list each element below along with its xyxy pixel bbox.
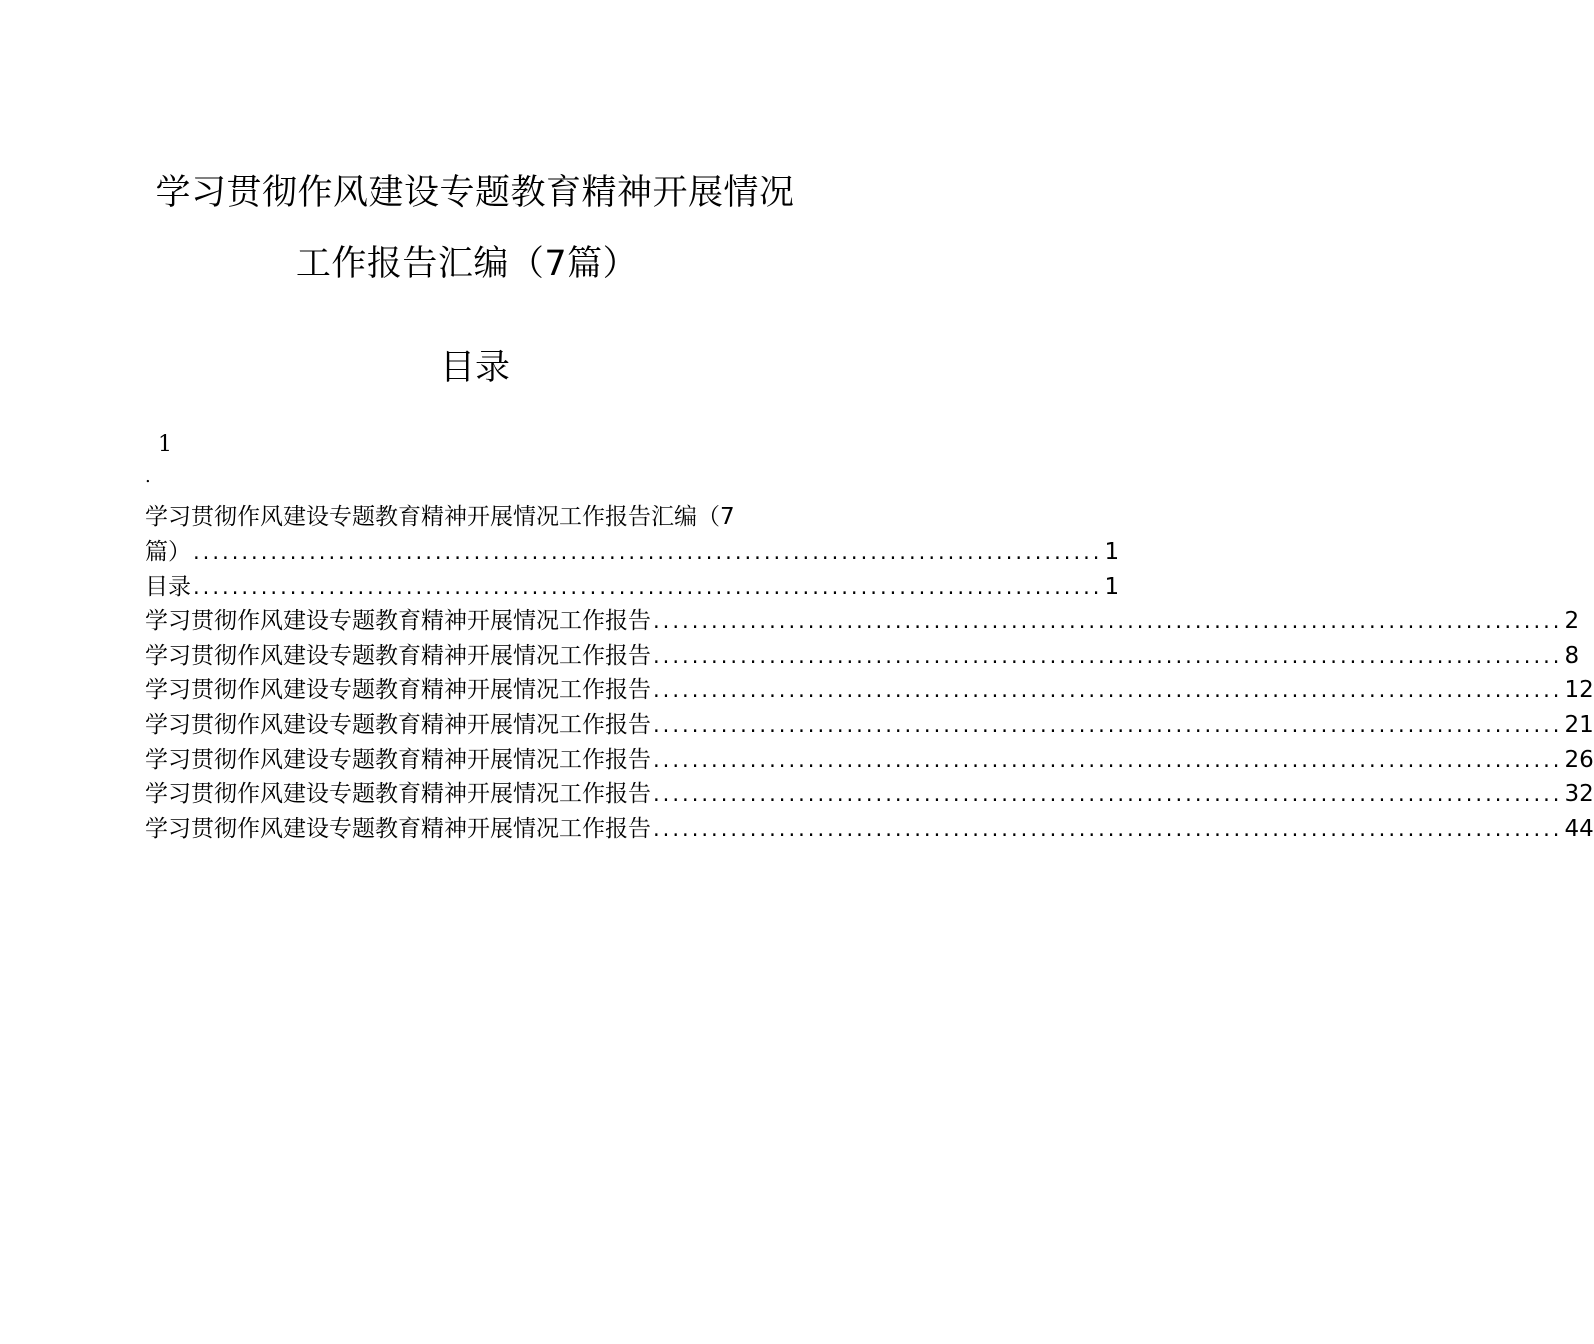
toc-dot-leader: .............................................................................................. [193,540,1103,564]
toc-list [145,535,1594,846]
toc-page-number: 32 [1564,781,1594,808]
toc-entry-text: 学习贯彻作风建设专题教育精神开展情况工作报告 [145,781,651,808]
toc-entry-text: 学习贯彻作风建设专题教育精神开展情况工作报告 [145,642,651,669]
toc-dot-leader: .............................................................................................. [653,712,1563,737]
toc-page-number: 2 [1564,608,1580,635]
toc-entry-text: 篇） [145,539,191,565]
toc-entry[interactable] [145,812,1594,847]
toc-page-number: 21 [1564,711,1594,738]
toc-entry-text: 学习贯彻作风建设专题教育精神开展情况工作报告 [145,746,651,773]
toc-dot-leader: .............................................................................................. [653,816,1563,841]
toc-entry[interactable] [145,570,1120,605]
toc-entry[interactable] [145,673,1594,708]
toc-entry[interactable] [145,777,1594,812]
toc-heading: 目录 [439,348,510,388]
toc-entry-text: 学习贯彻作风建设专题教育精神开展情况工作报告 [145,815,651,842]
toc-dot-leader: .............................................................................................. [193,574,1103,599]
toc-entry-text: 学习贯彻作风建设专题教育精神开展情况工作报告 [145,608,651,635]
page-marker: 1 [158,432,172,457]
toc-dot-leader: .............................................................................................. [653,747,1563,772]
toc-page-number: 1 [1104,539,1120,565]
toc-entry-1-line-1[interactable]: 学习贯彻作风建设专题教育精神开展情况工作报告汇编（7 [145,504,735,530]
document-title-line-1: 学习贯彻作风建设专题教育精神开展情况 [155,173,795,213]
toc-entry[interactable] [145,639,1580,674]
toc-entry-text: 学习贯彻作风建设专题教育精神开展情况工作报告 [145,677,651,704]
toc-entry[interactable] [145,708,1594,743]
toc-page-number: 1 [1104,573,1120,600]
toc-page-number: 12 [1564,677,1594,704]
toc-entry[interactable] [145,604,1580,639]
toc-page-number: 44 [1564,815,1594,842]
toc-dot-leader: .............................................................................................. [653,678,1563,703]
toc-entry[interactable] [145,743,1594,778]
toc-page-number: 26 [1564,746,1594,773]
toc-entry-text: 目录 [145,573,191,600]
toc-dot-leader: .............................................................................................. [653,643,1563,668]
toc-entry-text: 学习贯彻作风建设专题教育精神开展情况工作报告 [145,711,651,738]
page-marker-dot: . [145,466,151,487]
toc-page-number: 8 [1564,642,1580,669]
toc-dot-leader: .............................................................................................. [653,782,1563,807]
toc-dot-leader: .............................................................................................. [653,609,1563,634]
toc-entry-1-line-2[interactable] [145,535,1120,570]
document-title-line-2: 工作报告汇编（7篇） [295,244,639,284]
